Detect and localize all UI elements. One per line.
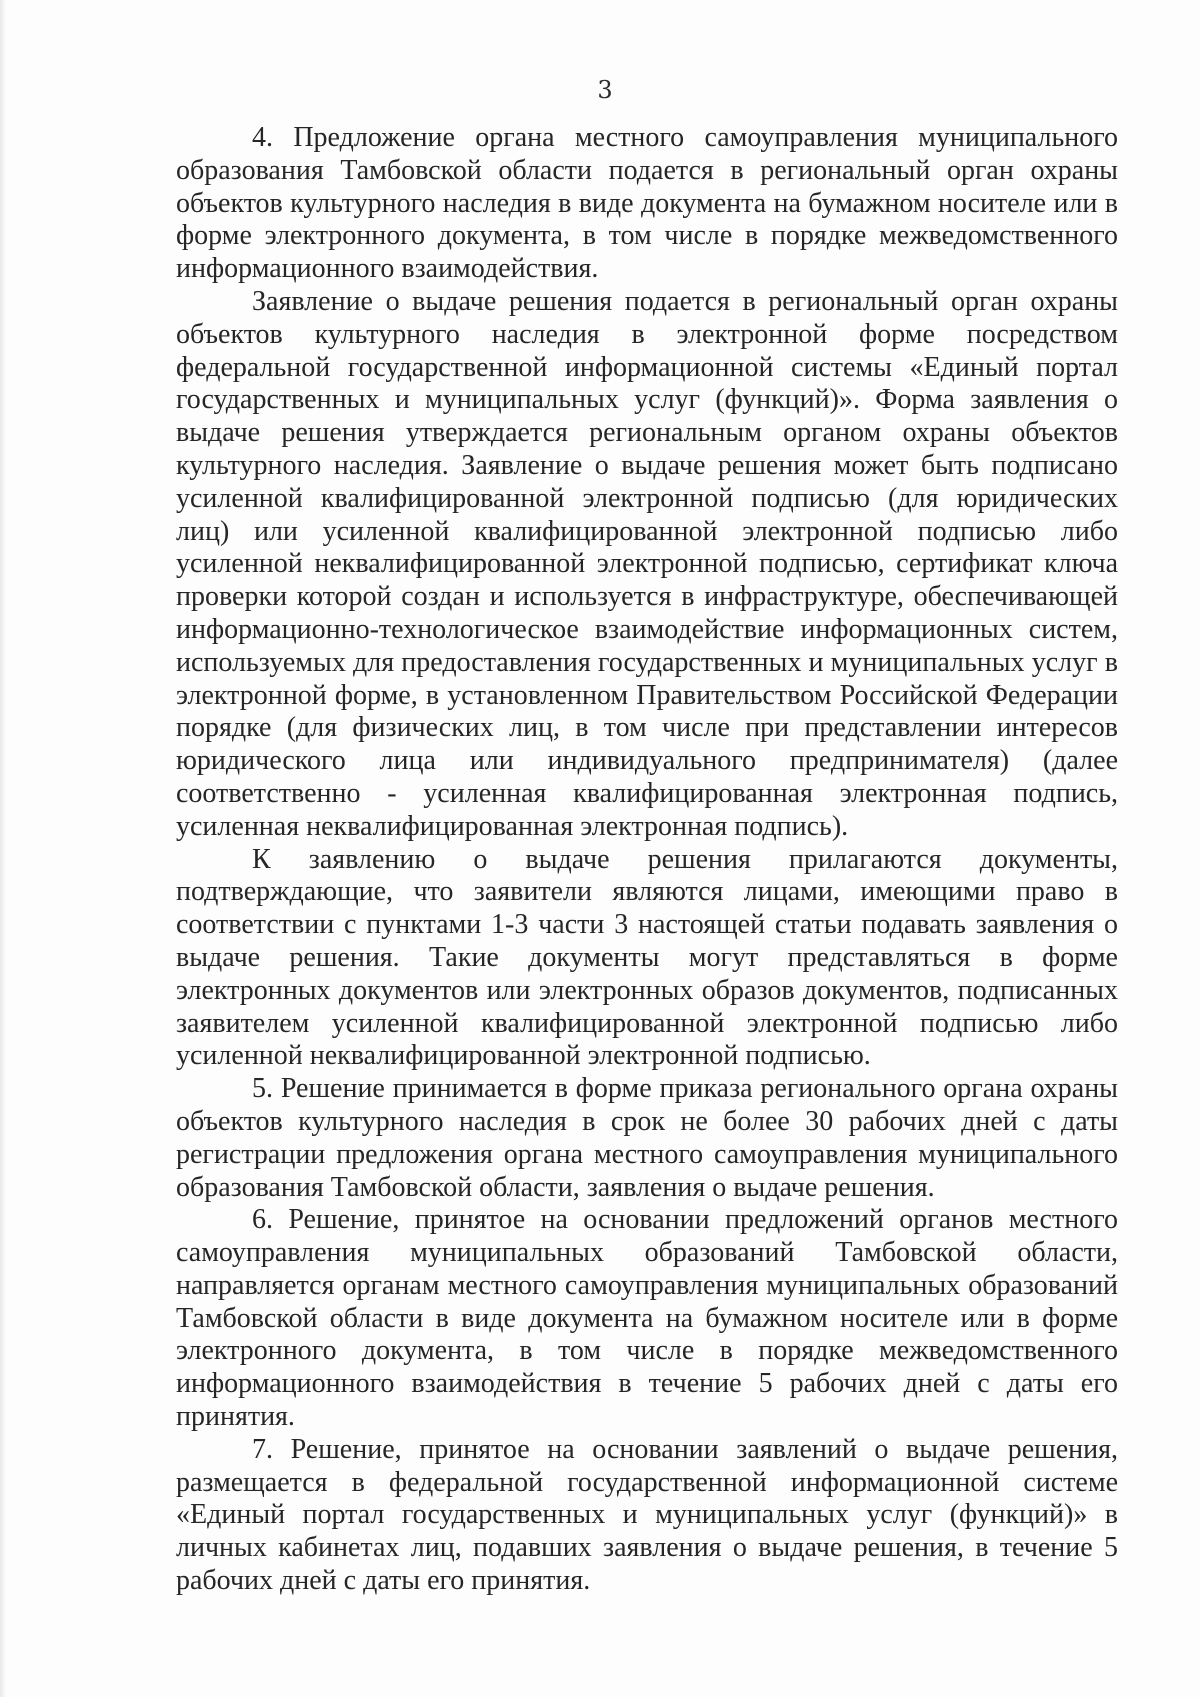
scan-edge bbox=[0, 0, 6, 1697]
paragraph-item-7: 7. Решение, принятое на основании заявлений о выдаче решения, размещается в федеральной государственной информационной системе «Единый портал государственных и муниципальных услуг (функций)» в личных кабинетах лиц, подавших заявления о выдаче решения, в течение 5 рабочих дней с даты его принятия. bbox=[176, 1433, 1118, 1597]
paragraph-item-6: 6. Решение, принятое на основании предложений органов местного самоуправления муниципальных образований Тамбовской области, направляется органам местного самоуправления муниципальных образований Тамбовской области в виде документа на бумажном носителе или в форме электронного документа, в том числе в порядке межведомственного информационного взаимодействия в течение 5 рабочих дней с даты его принятия. bbox=[176, 1204, 1118, 1433]
page-number: 3 bbox=[597, 76, 613, 104]
paragraph-item-5: 5. Решение принимается в форме приказа регионального органа охраны объектов культурного наследия в срок не более 30 рабочих дней с даты регистрации предложения органа местного самоуправления муниципального образования Тамбовской области, заявления о выдаче решения. bbox=[176, 1073, 1118, 1203]
paragraph-attachments: К заявлению о выдаче решения прилагаются документы, подтверждающие, что заявители являются лицами, имеющими право в соответствии с пунктами 1-3 части 3 настоящей статьи подавать заявления о выдаче решения. Такие документы могут представляться в форме электронных документов или электронных образов документов, подписанных заявителем усиленной квалифицированной электронной подписью либо усиленной неквалифицированной электронной подписью. bbox=[176, 843, 1118, 1072]
document-body bbox=[176, 122, 1118, 1598]
paragraph-application: Заявление о выдаче решения подается в региональный орган охраны объектов культурного наследия в электронной форме посредством федеральной государственной информационной системы «Единый портал государственных и муниципальных услуг (функций)». Форма заявления о выдаче решения утверждается региональным органом охраны объектов культурного наследия. Заявление о выдаче решения может быть подписано усиленной квалифицированной электронной подписью (для юридических лиц) или усиленной квалифицированной электронной подписью либо усиленной неквалифицированной электронной подписью, сертификат ключа проверки которой создан и используется в инфраструктуре, обеспечивающей информационно-технологическое взаимодействие информационных систем, используемых для предоставления государственных и муниципальных услуг в электронной форме, в установленном Правительством Российской Федерации порядке (для физических лиц, в том числе при представлении интересов юридического лица или индивидуального предпринимателя) (далее соответственно - усиленная квалифицированная электронная подпись, усиленная неквалифицированная электронная подпись). bbox=[176, 285, 1118, 842]
paragraph-item-4: 4. Предложение органа местного самоуправления муниципального образования Тамбовской области подается в региональный орган охраны объектов культурного наследия в виде документа на бумажном носителе или в форме электронного документа, в том числе в порядке межведомственного информационного взаимодействия. bbox=[176, 122, 1118, 285]
